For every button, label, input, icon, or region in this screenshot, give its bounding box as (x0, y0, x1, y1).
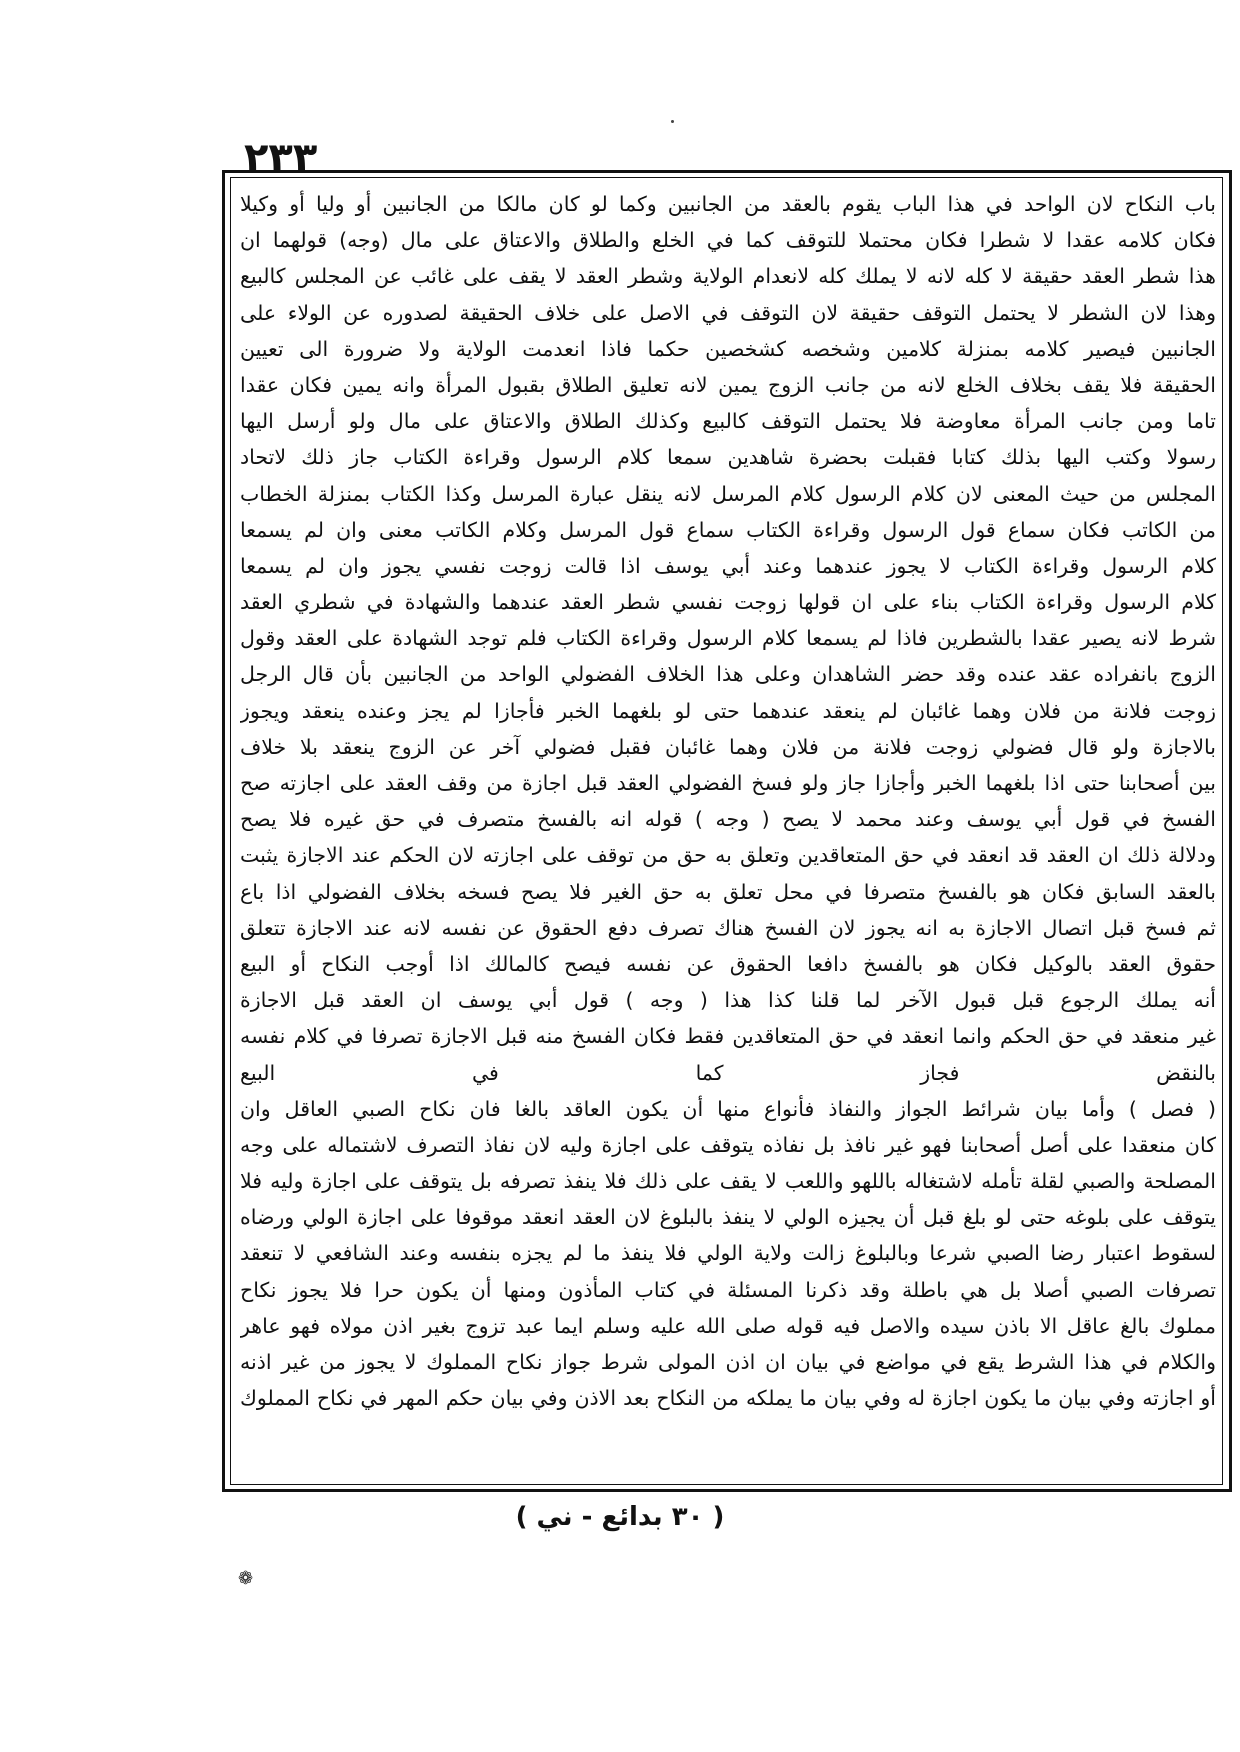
text-line: تصرفات الصبي أصلا بل هي باطلة وقد ذكرنا المسئلة في كتاب المأذون ومنها أن يكون حرا فلا يجوز نكاح (240, 1277, 1216, 1302)
text-line: ثم فسخ قبل اتصال الاجازة به انه يجوز لان الفسخ هناك تصرف دفع الحقوق عن نفسه لانه عند الاجازة تتعلق (240, 915, 1216, 940)
text-line: الفسخ في قول أبي يوسف وعند محمد لا يصح ( وجه ) قوله انه بالفسخ متصرف في حق غيره فلا يصح (240, 807, 1216, 832)
text-line: المجلس من حيث المعنى لان كلام الرسول كلام المرسل لانه ينقل عبارة المرسل وكذا الكتاب بمنزلة الخطاب (240, 481, 1216, 506)
ornament-icon: ❁ (238, 1568, 254, 1589)
text-line: حقوق العقد بالوكيل فكان هو بالفسخ دافعا الحقوق عن نفسه فيصح كالمالك اذا أوجب النكاح أو البيع (240, 951, 1216, 976)
text-line: كان منعقدا على أصل أصحابنا فهو غير نافذ بل نفاذه يتوقف على اجازة وليه لان نفاذ التصرف لاشتماله على وجه (240, 1132, 1216, 1157)
text-line: لسقوط اعتبار رضا الصبي شرعا وبالبلوغ زالت ولاية الولي فلا ينفذ ما لم يجزه بنفسه وعند الشافعي لا تنعقد (240, 1241, 1216, 1266)
stray-dot-mark (671, 120, 674, 123)
text-line: من الكاتب فكان سماع قول الرسول وقراءة الكتاب سماع قول المرسل وكلام الكاتب معنى وان لم يسمعا (240, 517, 1216, 542)
text-line: شرط لانه يصير عقدا بالشطرين فاذا لم يسمعا كلام الرسول وقراءة الكتاب فلم توجد الشهادة على العقد وقول (240, 626, 1216, 651)
text-line: رسولا وكتب اليها بذلك كتابا فقبلت بحضرة شاهدين سمعا كلام الرسول وقراءة الكتاب جاز ذلك لاتحاد (240, 445, 1216, 470)
text-line: هذا شطر العقد حقيقة لا كله لانه لا يملك كله لانعدام الولاية وشطر العقد لا يقف على غائب عن المجلس كالبيع (240, 264, 1216, 289)
text-line: والكلام في هذا الشرط يقع في مواضع في بيان ان اذن المولى شرط جواز نكاح المملوك لا يجوز من غير اذنه (240, 1350, 1216, 1374)
text-line: أو اجازته وفي بيان ما يكون اجازة له وفي بيان ما يملكه من النكاح بعد الاذن وفي بيان حكم المهر في نكاح المملوك (240, 1386, 1216, 1411)
text-line: المصلحة والصبي لقلة تأمله لاشتغاله باللهو واللعب لا يقف على ذلك فلا ينفذ تصرفه بل يتوقف على اجازة وليه فلا (240, 1169, 1216, 1194)
text-line: أنه يملك الرجوع قبل قبول الآخر لما قلنا كذا هذا ( وجه ) قول أبي يوسف ان العقد قبل الاجازة (240, 988, 1216, 1013)
text-line: بين أصحابنا حتى اذا بلغهما الخبر وأجازا جاز ولو فسخ الفضولي العقد قبل اجازة من وقف العقد على اجازته صح (240, 771, 1216, 795)
text-line: فكان كلامه عقدا لا شطرا فكان محتملا للتوقف كما في الخلع والطلاق والاعتاق على مال (وجه) قولهما ان (240, 228, 1216, 253)
text-line: غير منعقد في حق الحكم وانما انعقد في حق المتعاقدين فقط فكان الفسخ منه قبل الاجازة تصرفا في كلام نفسه (240, 1024, 1216, 1049)
text-line: بالنقض فجاز كما في البيع (240, 1060, 1216, 1085)
text-line: بالعقد السابق فكان هو بالفسخ متصرفا في محل تعلق به حق الغير فلا يصح فسخه بخلاف الفضولي اذا باع (240, 879, 1216, 904)
main-text-block (240, 186, 1216, 1480)
text-line: الجانبين فيصير كلامه بمنزلة كلامين وشخصه كشخصين حكما فاذا انعدمت الولاية ولا ضرورة الى تعيين (240, 336, 1216, 361)
page-number: ٢٣٣ (244, 135, 318, 181)
text-line: مملوك بالغ عاقل الا باذن سيده والاصل فيه قوله صلى الله عليه وسلم ايما عبد تزوج بغير اذن مولاه فهو عاهر (240, 1313, 1216, 1338)
text-line: الزوج بانفراده عقد عنده وقد حضر الشاهدان وعلى هذا الخلاف الفضولي الواحد من الجانبين بأن قال الرجل (240, 662, 1216, 687)
text-line: ( فصل ) وأما بيان شرائط الجواز والنفاذ فأنواع منها أن يكون العاقد بالغا فان نكاح الصبي العاقل وان (240, 1096, 1216, 1121)
text-line: الحقيقة فلا يقف بخلاف الخلع لانه من جانب الزوج يمين لانه تعليق الطلاق بقبول المرأة وانه يمين فكان عقدا (240, 372, 1216, 397)
text-line: زوجت فلانة من فلان وهما غائبان لم ينعقد عندهما حتى لو بلغهما الخبر فأجازا لم يجز وعنده ينعقد ويجوز (240, 698, 1216, 723)
text-line: بالاجازة ولو قال فضولي زوجت فلانة من فلان وهما غائبان فقبل فضولي آخر عن الزوج ينعقد بلا خلاف (240, 734, 1216, 759)
printer-signature: ( ٣٠ بدائع - ني ) (515, 1502, 725, 1532)
text-line: وهذا لان الشطر لا يحتمل التوقف حقيقة لان التوقف في الاصل على خلاف الحقيقة لصدوره عن الولاء على (240, 300, 1216, 325)
text-line: تاما ومن جانب المرأة معاوضة فلا يحتمل التوقف كالبيع وكذلك الطلاق والاعتاق على مال ولو أرسل اليها (240, 409, 1216, 434)
text-line: كلام الرسول وقراءة الكتاب بناء على ان قولها زوجت نفسي شطر العقد عندهما والشهادة في شطري العقد (240, 590, 1216, 615)
text-line: يتوقف على بلوغه حتى لو بلغ قبل أن يجيزه الولي لا ينفذ بالبلوغ لان العقد انعقد موقوفا على اجازة الولي ورضاه (240, 1205, 1216, 1230)
text-line: باب النكاح لان الواحد في هذا الباب يقوم بالعقد من الجانبين وكما لو كان مالكا من الجانبين أو وليا أو وكيلا (240, 192, 1216, 216)
text-line: كلام الرسول وقراءة الكتاب لا يجوز عندهما وعند أبي يوسف اذا قالت زوجت نفسي يجوز وان لم يسمعا (240, 553, 1216, 578)
text-line: ودلالة ذلك ان العقد قد انعقد في حق المتعاقدين وتعلق به حق من توقف على اجازته لان الحكم عند الاجازة يثبت (240, 843, 1216, 868)
